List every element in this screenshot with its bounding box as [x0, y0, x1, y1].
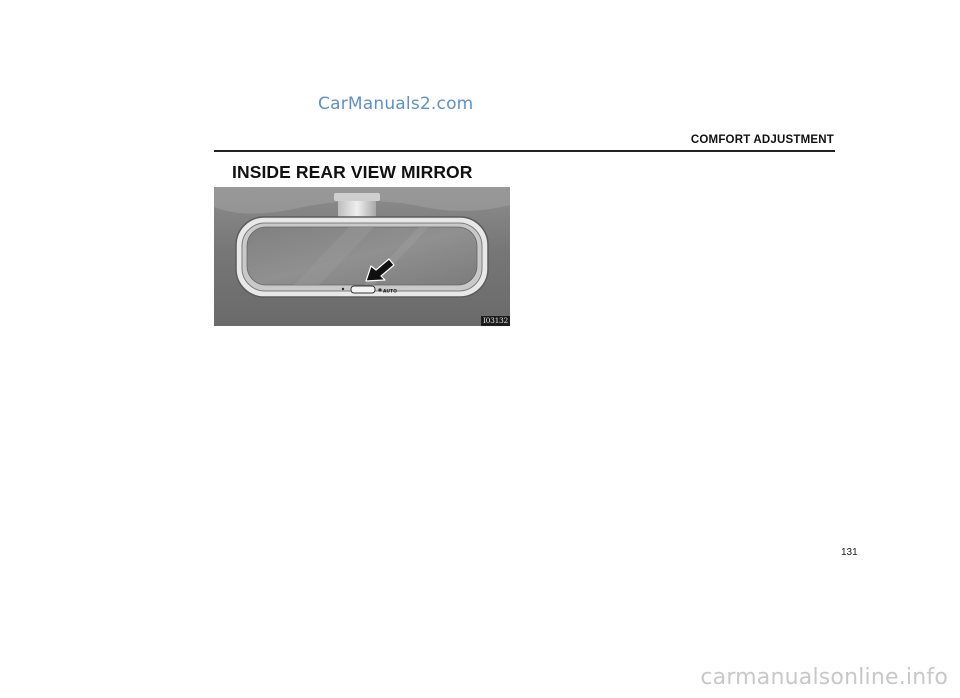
page-number: 131 [841, 547, 858, 558]
mirror-auto-label: AUTO [383, 289, 397, 295]
mirror-illustration [214, 187, 510, 326]
power-button-icon [378, 288, 381, 291]
watermark-top: CarManuals2.com [318, 94, 474, 114]
header-divider [214, 150, 835, 152]
section-header: COMFORT ADJUSTMENT [690, 134, 834, 146]
figure-code: I03132 [482, 316, 508, 325]
rear-view-mirror-icon [214, 187, 510, 326]
page-title: INSIDE REAR VIEW MIRROR [232, 162, 473, 182]
watermark-bottom: carmanualsonline.info [700, 665, 948, 690]
